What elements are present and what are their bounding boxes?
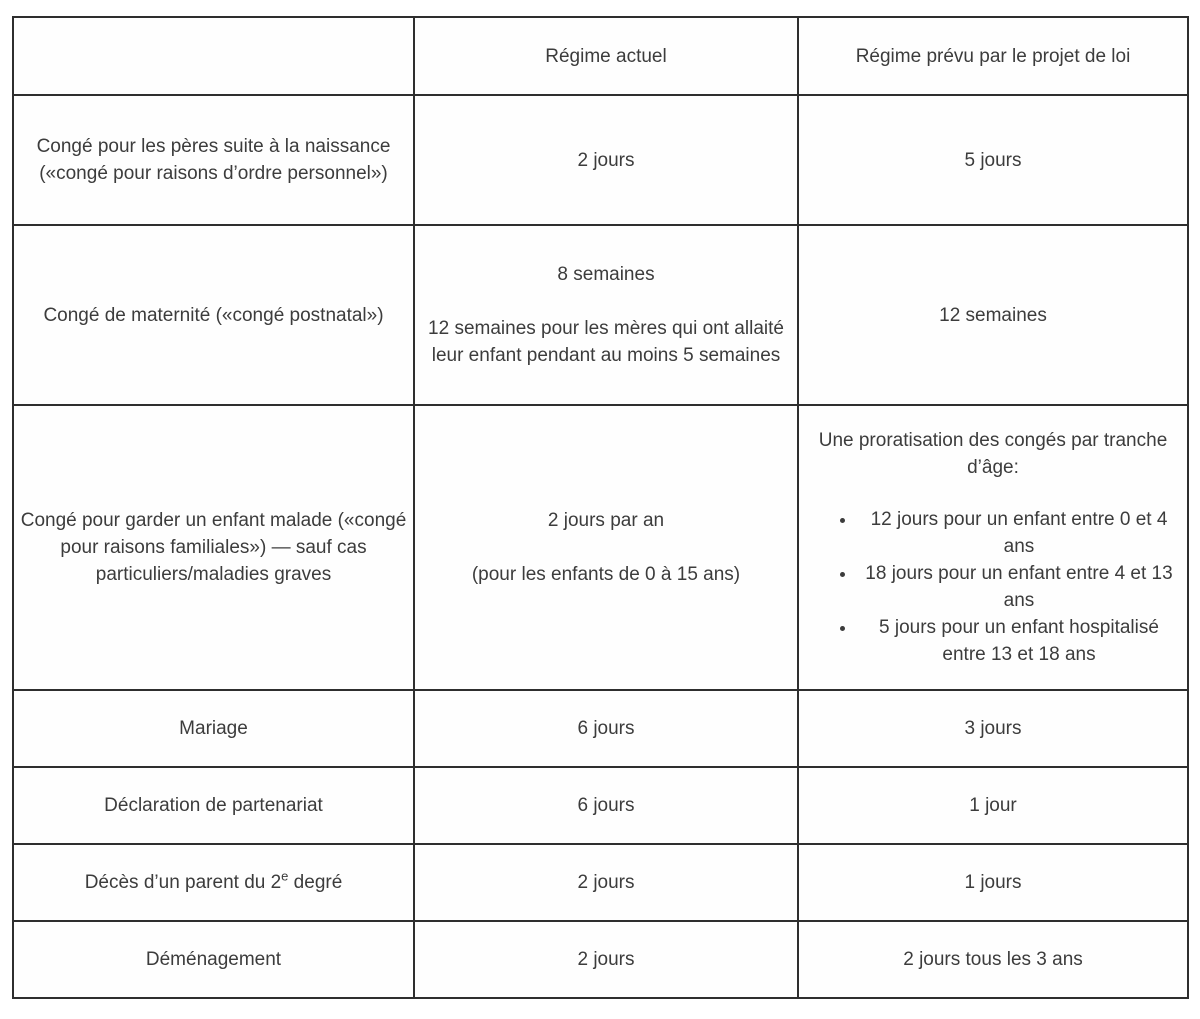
table-row-deces-parent: [13, 844, 1188, 921]
table-row-conge-enfant-malade: [13, 405, 1188, 690]
bullet-item: • 5 jours pour un enfant hospitalisé entre 13 et 18 ans: [857, 614, 1181, 668]
cell-regime-actuel: 2 jours: [414, 844, 798, 921]
superscript-e: e: [281, 868, 289, 884]
cell-regime-prevu: [798, 405, 1188, 690]
row-label: Congé pour garder un enfant malade («congé pour raisons familiales») — sauf cas particuliers/maladies graves: [13, 405, 414, 690]
bullet-item: • 12 jours pour un enfant entre 0 et 4 ans: [857, 506, 1181, 560]
column-header-empty: [13, 17, 414, 95]
row-label: Congé pour les pères suite à la naissance («congé pour raisons d’ordre personnel»): [13, 95, 414, 225]
column-header-regime-actuel: Régime actuel: [414, 17, 798, 95]
header-row: [13, 17, 1188, 95]
row-label: Congé de maternité («congé postnatal»): [13, 225, 414, 405]
cell-regime-actuel: 6 jours: [414, 690, 798, 767]
column-header-regime-prevu: Régime prévu par le projet de loi: [798, 17, 1188, 95]
cell-regime-actuel: [414, 225, 798, 405]
row-label: Déménagement: [13, 921, 414, 998]
cell-paragraph: 2 jours par an: [547, 510, 665, 531]
row-label: [13, 844, 414, 921]
cell-paragraph: 12 semaines pour les mères qui ont allaité leur enfant pendant au moins 5 semaines: [428, 318, 784, 366]
cell-regime-prevu: 1 jour: [798, 767, 1188, 844]
leave-comparison-table: [12, 16, 1189, 999]
row-label: Déclaration de partenariat: [13, 767, 414, 844]
cell-regime-prevu: 3 jours: [798, 690, 1188, 767]
table-row-mariage: [13, 690, 1188, 767]
cell-paragraph: Une proratisation des congés par tranche d’âge:: [818, 430, 1168, 478]
age-bracket-list: [805, 506, 1181, 668]
cell-regime-actuel: [414, 405, 798, 690]
cell-regime-actuel: 2 jours: [414, 921, 798, 998]
row-label: Mariage: [13, 690, 414, 767]
cell-regime-actuel: 6 jours: [414, 767, 798, 844]
table-row-conge-peres: [13, 95, 1188, 225]
cell-regime-prevu: 5 jours: [798, 95, 1188, 225]
table-row-demenagement: [13, 921, 1188, 998]
cell-paragraph: (pour les enfants de 0 à 15 ans): [471, 564, 741, 585]
cell-paragraph: 8 semaines: [557, 264, 655, 285]
cell-regime-prevu: 1 jours: [798, 844, 1188, 921]
cell-regime-prevu: 12 semaines: [798, 225, 1188, 405]
table-row-conge-maternite: [13, 225, 1188, 405]
bullet-item: • 18 jours pour un enfant entre 4 et 13 ans: [857, 560, 1181, 614]
table-row-declaration-partenariat: [13, 767, 1188, 844]
cell-regime-actuel: 2 jours: [414, 95, 798, 225]
row-label-text: Décès d’un parent du 2: [84, 872, 282, 893]
cell-regime-prevu: 2 jours tous les 3 ans: [798, 921, 1188, 998]
row-label-text: degré: [288, 872, 343, 893]
